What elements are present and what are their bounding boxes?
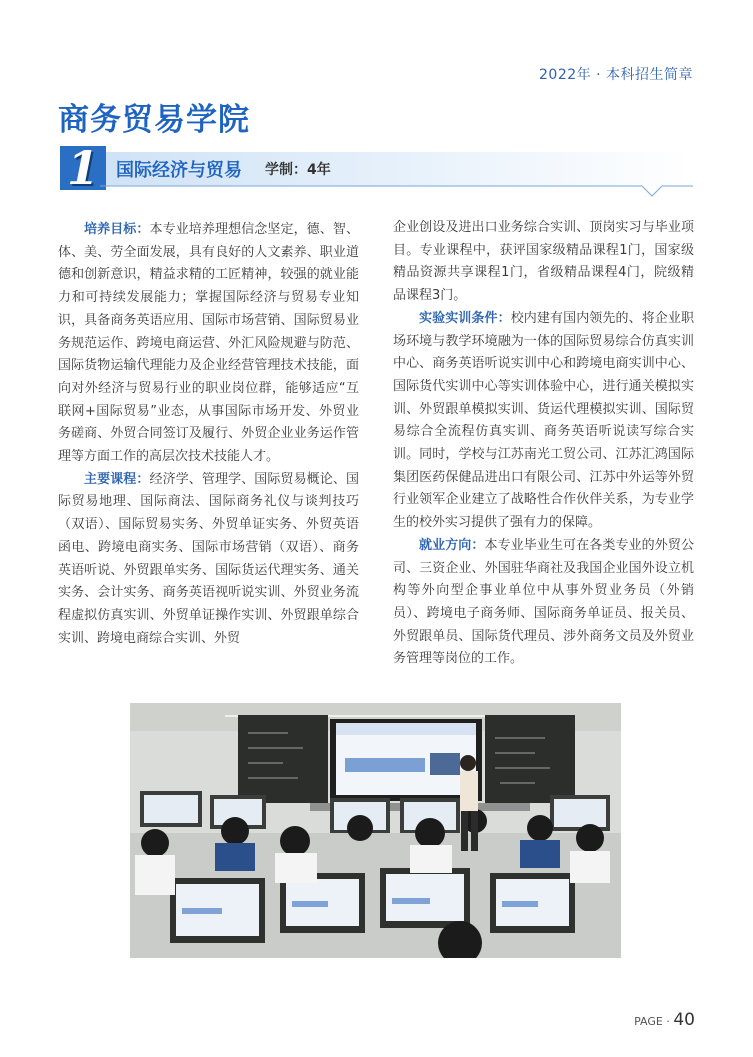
- paragraph-lab-conditions: [393, 308, 694, 535]
- paragraph-training-goal: [58, 219, 359, 469]
- header-tag: 2022年 · 本科招生简章: [539, 67, 693, 83]
- major-title: 国际经济与贸易: [116, 160, 242, 181]
- keyword-training-goal: 培养目标：: [84, 222, 150, 237]
- duration-label: 学制：4年: [265, 162, 331, 178]
- section-underline: [60, 182, 695, 202]
- left-column: [58, 219, 359, 650]
- page-number-value: 40: [673, 1010, 695, 1030]
- college-title: 商务贸易学院: [58, 102, 250, 138]
- page-number: [634, 1010, 695, 1030]
- text-lab-conditions: 校内建有国内领先的、将企业职场环境与教学环境融为一体的国际贸易综合仿真实训中心、商务英语听说实训中心和跨境电商实训中心、国际货代实训中心等实训体验中心，进行通关模拟实训、外贸跟单模拟实训、货运代理模拟实训、国际贸易综合全流程仿真实训、商务英语听说读写综合实训。同时，学校与江苏南光工贸公司、江苏汇鸿国际集团医药保健品进出口有限公司、江苏中外运等外贸行业领军企业建立了战略性合作伙伴关系，为专业学生的校外实习提供了强有力的保障。: [393, 310, 694, 531]
- section-number: 1: [66, 141, 99, 195]
- text-main-courses: 经济学、管理学、国际贸易概论、国际贸易地理、国际商法、国际商务礼仪与谈判技巧（双语）、国际贸易实务、外贸单证实务、外贸英语函电、跨境电商实务、国际市场营销（双语）、商务英语听说、外贸跟单实务、国际货运代理实务、通关实务、会计实务、商务英语视听说实训、外贸业务流程虚拟仿真实训、外贸单证操作实训、外贸跟单综合实训、跨境电商综合实训、外贸: [58, 471, 359, 646]
- keyword-main-courses: 主要课程：: [84, 471, 150, 487]
- paragraph-employment: [393, 535, 694, 671]
- text-employment: 本专业毕业生可在各类专业的外贸公司、三资企业、外国驻华商社及我国企业国外设立机构等外向型企事业单位中从事外贸业务员（外销员）、跨境电子商务师、国际商务单证员、报关员、外贸跟单员、国际货代理员、涉外商务文员及外贸业务管理等岗位的工作。: [393, 537, 694, 667]
- classroom-photo: [130, 703, 621, 958]
- keyword-lab-conditions: 实验实训条件：: [419, 310, 511, 326]
- page-label: PAGE ·: [634, 1015, 670, 1028]
- keyword-employment: 就业方向：: [419, 537, 485, 553]
- right-column: [393, 217, 694, 671]
- text-training-goal: 本专业培养理想信念坚定，德、智、体、美、劳全面发展，具有良好的人文素养、职业道德和创新意识，精益求精的工匠精神，较强的就业能力和可持续发展能力；掌握国际经济与贸易专业知识，具备商务英语应用、国际市场营销、国际贸易业务规范运作、跨境电商运营、外汇风险规避与防范、国际货物运输代理能力及企业经营管理技术技能，面向对外经济与贸易行业的职业岗位群，能够适应“互联网+国际贸易”业态，从事国际市场开发、外贸业务磋商、外贸合同签订及履行、外贸企业业务运作管理等方面工作的高层次技术技能人才。: [58, 222, 359, 465]
- paragraph-main-courses: [58, 469, 359, 651]
- paragraph-main-courses-cont: 企业创设及进出口业务综合实训、顶岗实习与毕业项目。专业课程中，获评国家级精品课程1门，国家级精品资源共享课程1门，省级精品课程4门，院级精品课程3门。: [393, 220, 694, 304]
